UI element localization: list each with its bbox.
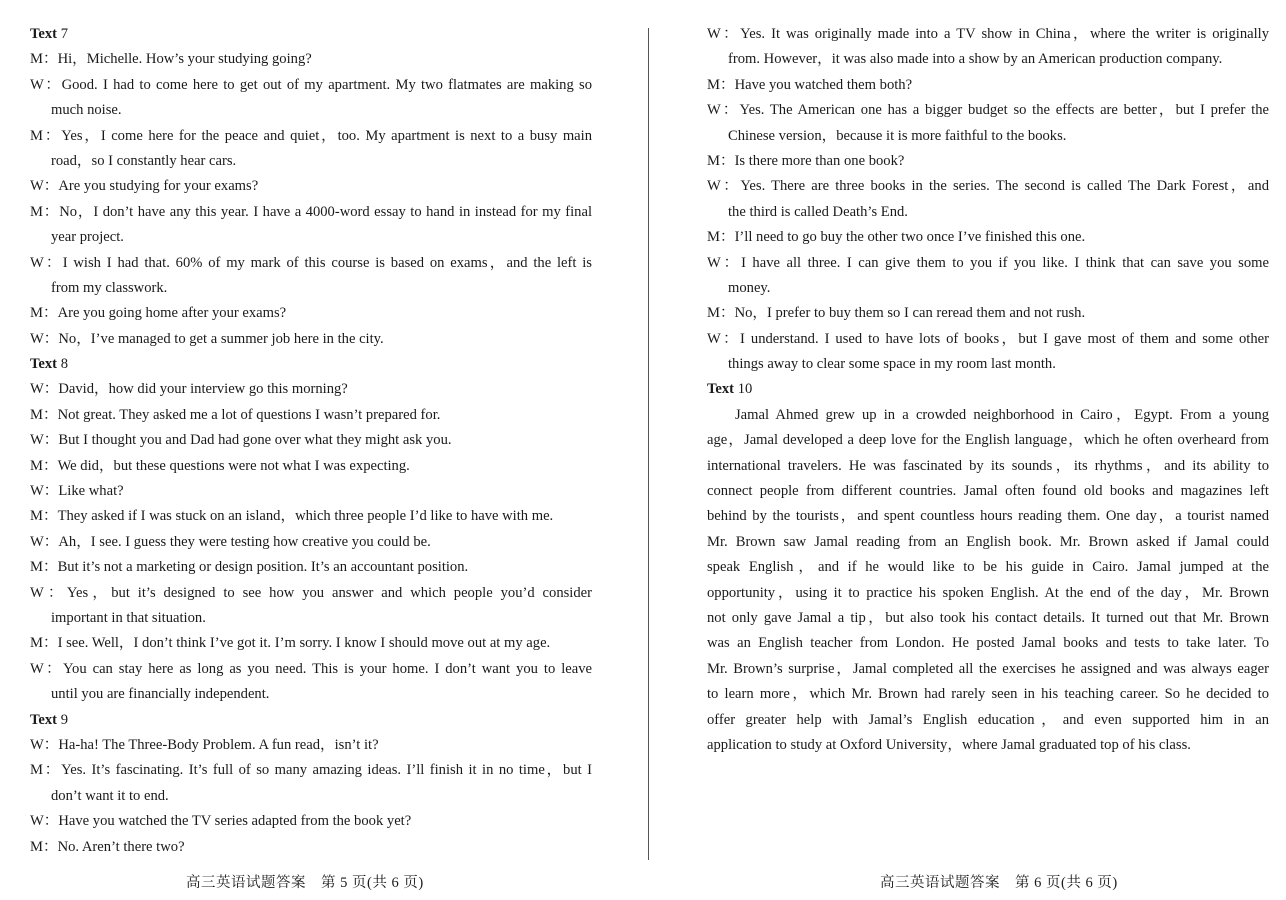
page-footer-5: 高三英语试题答案 第 5 页(共 6 页) <box>186 875 424 891</box>
dialogue-line: from. However，it was also made into a show by an American production company. <box>728 51 1223 68</box>
dialogue-line: W：Yes. It was originally made into a TV show in China，where the writer is originally <box>707 26 1269 42</box>
dialogue-line: W：David，how did your interview go this morning? <box>30 381 348 398</box>
dialogue-line: M：Hi，Michelle. How’s your studying going? <box>30 51 312 68</box>
dialogue-line: M：Are you going home after your exams? <box>30 305 287 322</box>
dialogue-line: W：No，I’ve managed to get a summer job here in the city. <box>30 330 384 347</box>
dialogue-line: year project. <box>51 229 124 246</box>
passage-line: age，Jamal developed a deep love for the English language，which he often overheard from <box>707 432 1269 449</box>
section-heading-label: Text <box>707 381 735 398</box>
passage-line: to learn more，which Mr. Brown had rarely seen in his teaching career. So he decided to <box>707 686 1269 703</box>
dialogue-line: M：Not great. They asked me a lot of questions I wasn’t prepared for. <box>30 406 441 423</box>
answer-page-6 <box>707 22 1269 758</box>
section-heading-label: Text <box>30 356 58 373</box>
section-heading-number: 10 <box>737 381 753 398</box>
dialogue-line: W：Yes，but it’s designed to see how you answer and which people you’d consider <box>30 584 592 601</box>
dialogue-line: M：No，I don’t have any this year. I have a 4000-word essay to hand in instead for my final <box>30 203 592 220</box>
dialogue-line: W：Yes. The American one has a bigger budget so the effects are better，but I prefer the <box>707 102 1269 119</box>
passage-line: application to study at Oxford University，where Jamal graduated top of his class. <box>707 736 1191 753</box>
dialogue-line: M：I’ll need to go buy the other two once I’ve finished this one. <box>707 229 1086 246</box>
dialogue-line: M：No. Aren’t there two? <box>30 838 185 855</box>
dialogue-line: W：Yes. There are three books in the series. The second is called The Dark Forest，and <box>707 178 1269 195</box>
passage-line: Mr. Brown’s surprise，Jamal completed all the exercises he assigned and was always eager <box>707 660 1269 677</box>
dialogue-line: M：Is there more than one book? <box>707 152 905 169</box>
dialogue-line: much noise. <box>51 102 122 119</box>
dialogue-line: M：We did，but these questions were not what I was expecting. <box>30 457 410 474</box>
section-heading-label: Text <box>30 26 58 42</box>
dialogue-line: money. <box>728 279 771 296</box>
passage-line: international travelers. He was fascinated by its sounds，its rhythms，and its ability to <box>707 457 1269 474</box>
dialogue-line: M：They asked if I was stuck on an island，which three people I’d like to have with me. <box>30 508 554 525</box>
passage-line: opportunity，using it to practice his spoken English. At the end of the day，Mr. Brown <box>707 584 1269 601</box>
dialogue-line: W：I wish I had that. 60% of my mark of this course is based on exams，and the left is <box>30 254 592 271</box>
answer-page-5 <box>30 22 592 860</box>
dialogue-line: things away to clear some space in my room last month. <box>728 356 1056 373</box>
dialogue-line: from my classwork. <box>51 279 168 296</box>
passage-line: offer greater help with Jamal’s English education，and even supported him in an <box>707 711 1269 728</box>
section-heading <box>707 377 1269 402</box>
section-heading <box>30 22 592 47</box>
dialogue-line: Chinese version，because it is more faithful to the books. <box>728 127 1067 144</box>
dialogue-line: W：Good. I had to come here to get out of my apartment. My two flatmates are making so <box>30 76 592 93</box>
dialogue-line: M：Yes. It’s fascinating. It’s full of so many amazing ideas. I’ll finish it in no time，but I <box>30 762 592 779</box>
passage-line: Mr. Brown saw Jamal reading from an English book. Mr. Brown asked if Jamal could <box>707 533 1269 550</box>
section-heading-number: 7 <box>60 26 68 42</box>
dialogue-line: W：Like what? <box>30 483 124 500</box>
section-heading-label: Text <box>30 711 58 728</box>
passage-line: was an English teacher from London. He posted Jamal books and tests to take later. To <box>707 635 1269 652</box>
dialogue-line: W：Ah，I see. I guess they were testing how creative you could be. <box>30 533 431 550</box>
dialogue-line: until you are financially independent. <box>51 686 270 703</box>
dialogue-line: W：I understand. I used to have lots of books，but I gave most of them and some other <box>707 330 1269 347</box>
dialogue-line: W：Ha-ha! The Three-Body Problem. A fun read，isn’t it? <box>30 736 379 753</box>
passage-line: speak English，and if he would like to be his guide in Cairo. Jamal jumped at the <box>707 559 1269 576</box>
dialogue-line: W：Have you watched the TV series adapted from the book yet? <box>30 813 412 830</box>
section-heading <box>30 708 592 733</box>
passage-line: behind by the tourists，and spent countless hours reading them. One day，a tourist named <box>707 508 1269 525</box>
section-heading-number: 8 <box>60 356 68 373</box>
passage-line: not only gave Jamal a tip，but also took his contact details. It turned out that Mr. Brown <box>707 609 1269 626</box>
dialogue-line: the third is called Death’s End. <box>728 203 908 220</box>
dialogue-line: don’t want it to end. <box>51 787 169 804</box>
dialogue-line: W：Are you studying for your exams? <box>30 178 259 195</box>
dialogue-line: M：No，I prefer to buy them so I can reread them and not rush. <box>707 305 1086 322</box>
dialogue-line: W：But I thought you and Dad had gone over what they might ask you. <box>30 432 452 449</box>
dialogue-line: M：Yes，I come here for the peace and quiet，too. My apartment is next to a busy main <box>30 127 592 144</box>
dialogue-line: M：I see. Well，I don’t think I’ve got it. I’m sorry. I know I should move out at my age. <box>30 635 551 652</box>
section-heading <box>30 352 592 377</box>
passage-line: Jamal Ahmed grew up in a crowded neighborhood in Cairo，Egypt. From a young <box>735 406 1269 423</box>
dialogue-line: W：You can stay here as long as you need. This is your home. I don’t want you to leave <box>30 660 592 677</box>
dialogue-line: road，so I constantly hear cars. <box>51 152 237 169</box>
passage-line: connect people from different countries. Jamal often found old books and magazines left <box>707 483 1269 500</box>
dialogue-line: important in that situation. <box>51 609 206 626</box>
dialogue-line: M：But it’s not a marketing or design position. It’s an accountant position. <box>30 559 469 576</box>
column-divider <box>648 28 649 860</box>
dialogue-line: M：Have you watched them both? <box>707 76 913 93</box>
dialogue-line: W：I have all three. I can give them to you if you like. I think that can save you some <box>707 254 1269 271</box>
section-heading-number: 9 <box>60 711 68 728</box>
page-footer-6: 高三英语试题答案 第 6 页(共 6 页) <box>880 875 1118 891</box>
